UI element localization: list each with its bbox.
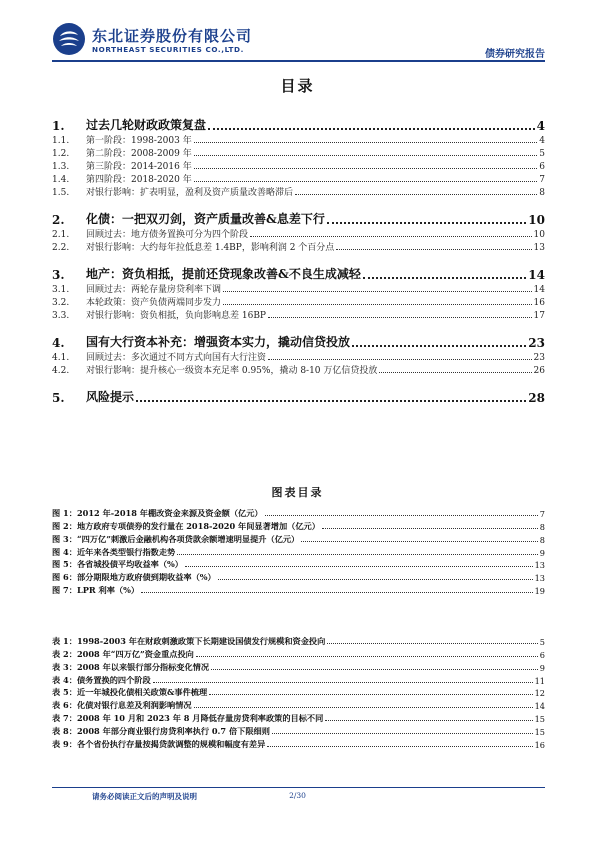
dot-leader — [301, 541, 538, 542]
dot-leader — [194, 181, 538, 182]
dot-leader — [325, 720, 532, 721]
toc-subsection-page: 8 — [539, 188, 545, 198]
toc-section-number: 1. — [52, 119, 65, 133]
table-title: 2008 年“四万亿”资金重点投向 — [76, 648, 194, 659]
toc-subsection-title: 回顾过去：多次通过不同方式向国有大行注资 — [86, 353, 267, 363]
dot-leader — [177, 554, 538, 555]
figure-page: 9 — [539, 547, 545, 558]
table-page: 16 — [534, 740, 545, 751]
toc-subsection-number: 1.3. — [52, 162, 70, 172]
dot-leader — [208, 128, 535, 130]
toc-subsection-entry[interactable] — [52, 240, 545, 253]
toc-subsection-number: 2.2. — [52, 243, 70, 253]
toc-subsection-entry[interactable] — [52, 159, 545, 172]
toc-section-page: 14 — [528, 268, 545, 282]
toc-section-title: 化债：一把双刃剑，资产质量改善&息差下行 — [86, 212, 325, 226]
toc-subsection-entry[interactable] — [52, 227, 545, 240]
footer-divider — [52, 787, 545, 788]
table-page: 11 — [534, 675, 545, 686]
table-title: 债务置换的四个阶段 — [76, 674, 151, 685]
table-title: 2008 年 10 月和 2023 年 8 月降低存量房贷利率政策的目标不同 — [76, 713, 324, 724]
northeast-securities-logo-icon — [52, 22, 86, 56]
dot-leader — [272, 733, 533, 734]
dot-leader — [327, 643, 538, 644]
table-entry[interactable] — [52, 711, 545, 724]
company-name-cn: 东北证券股份有限公司 — [92, 27, 253, 45]
table-title: 近一年城投化债相关政策&事件梳理 — [76, 687, 208, 698]
toc-subsection-entry[interactable] — [52, 363, 545, 376]
toc-subsection-title: 第三阶段：2014-2016 年 — [86, 162, 192, 172]
toc-section-title: 国有大行资本补充：增强资本实力，撬动信贷投放 — [86, 335, 351, 349]
toc-subsection-title: 对银行影响：资负相抵，负向影响息差 16BP — [86, 311, 266, 321]
toc-subsection-title: 回顾过去：地方债务置换可分为四个阶段 — [86, 230, 249, 240]
table-title: 1998-2003 年在财政刺激政策下长期建设国债发行规模和资金投向 — [76, 635, 326, 646]
toc-section-title: 过去几轮财政政策复盘 — [86, 118, 207, 132]
table-page: 15 — [534, 727, 545, 738]
figure-page: 7 — [539, 508, 545, 519]
footer-disclaimer: 请务必阅读正文后的声明及说明 — [92, 792, 197, 801]
figure-title: “四万亿”刺激后金融机构各项贷款余额增速明显提升（亿元） — [76, 533, 300, 544]
toc-subsection-number: 4.2. — [52, 366, 70, 376]
table-entry[interactable] — [52, 673, 545, 686]
table-page: 15 — [534, 714, 545, 725]
table-title: 化债对银行息差及利润影响情况 — [76, 700, 192, 711]
toc-subsection-page: 14 — [533, 285, 545, 295]
figure-title: 部分期限地方政府债到期收益率（%） — [76, 572, 216, 583]
header-divider — [52, 60, 545, 62]
toc-subsection-page: 26 — [533, 366, 545, 376]
table-entry[interactable] — [52, 686, 545, 699]
toc-subsection-title: 对银行影响：提升核心一级资本充足率 0.95%，撬动 8-10 万亿信贷投放 — [86, 366, 378, 376]
toc-subsection-number: 3.1. — [52, 285, 70, 295]
table-label: 表 5： — [52, 687, 77, 698]
toc-subsection-title: 第二阶段：2008-2009 年 — [86, 149, 192, 159]
table-label: 表 6： — [52, 700, 77, 711]
dot-leader — [295, 194, 537, 195]
dot-leader — [211, 669, 538, 670]
toc-section-number: 4. — [52, 336, 65, 350]
figure-page: 13 — [534, 560, 545, 571]
toc-subsection-title: 对银行影响：大约每年拉低息差 1.4BP，影响利润 2 个百分点 — [86, 243, 335, 253]
figure-entry[interactable] — [52, 558, 545, 571]
toc-section-title: 风险提示 — [86, 390, 135, 404]
table-page: 12 — [534, 688, 545, 699]
figure-page: 13 — [534, 573, 545, 584]
dot-leader — [223, 291, 532, 292]
figure-label: 图 5： — [52, 559, 77, 570]
figure-title: 2012 年-2018 年棚改资金来源及资金额（亿元） — [76, 507, 263, 518]
toc-subsection-number: 3.3. — [52, 311, 70, 321]
table-entry[interactable] — [52, 634, 545, 647]
figure-label: 图 7： — [52, 585, 77, 596]
dot-leader — [141, 592, 533, 593]
dot-leader — [250, 236, 532, 237]
toc-subsection-page: 7 — [539, 175, 545, 185]
dot-leader — [268, 359, 532, 360]
figure-entry[interactable] — [52, 532, 545, 545]
figure-page: 8 — [539, 521, 545, 532]
dot-leader — [265, 515, 538, 516]
toc-subsection-title: 第一阶段：1998-2003 年 — [86, 136, 192, 146]
toc-subsection-title: 本轮政策：资产负债两端同步发力 — [86, 298, 222, 308]
table-entry[interactable] — [52, 724, 545, 737]
figure-page: 19 — [534, 586, 545, 597]
figure-entry[interactable] — [52, 570, 545, 583]
toc-subsection-entry[interactable] — [52, 295, 545, 308]
toc-title: 目录 — [280, 77, 315, 95]
toc-section-page: 10 — [528, 213, 545, 227]
table-page: 14 — [534, 701, 545, 712]
figure-label: 图 3： — [52, 533, 77, 544]
dot-leader — [352, 345, 526, 347]
table-title: 2008 年以来银行部分指标变化情况 — [76, 661, 210, 672]
toc-subsection-number: 1.1. — [52, 136, 70, 146]
toc-section-title: 地产：资负相抵，提前还贷现象改善&不良生成减轻 — [86, 267, 361, 281]
toc-section-entry[interactable] — [52, 257, 545, 282]
dot-leader — [196, 656, 538, 657]
dot-leader — [327, 222, 526, 224]
toc-section-number: 2. — [52, 213, 65, 227]
toc-subsection-number: 1.4. — [52, 175, 70, 185]
toc-subsection-number: 2.1. — [52, 230, 70, 240]
table-label: 表 9： — [52, 739, 77, 750]
toc-subsection-entry[interactable] — [52, 282, 545, 295]
figure-page: 8 — [539, 534, 545, 545]
figure-entry[interactable] — [52, 583, 545, 596]
toc-section-page: 28 — [528, 391, 545, 405]
toc-section-entry[interactable] — [52, 380, 545, 405]
table-entry[interactable] — [52, 660, 545, 673]
figure-list — [52, 506, 545, 596]
table-title: 各个省份执行存量按揭贷款调整的规模和幅度有差异 — [76, 739, 266, 750]
toc-section-number: 5. — [52, 391, 65, 405]
page-header — [52, 18, 545, 58]
toc-section-page: 23 — [528, 336, 545, 350]
toc-subsection-page: 6 — [539, 162, 545, 172]
toc-subsection-entry[interactable] — [52, 146, 545, 159]
figure-label: 图 2： — [52, 520, 77, 531]
dot-leader — [267, 746, 532, 747]
table-list — [52, 634, 545, 750]
dot-leader — [153, 682, 533, 683]
table-page: 9 — [539, 662, 545, 673]
dot-leader — [223, 304, 532, 305]
figure-label: 图 6： — [52, 572, 77, 583]
figure-label: 图 4： — [52, 546, 77, 557]
dot-leader — [268, 317, 532, 318]
dot-leader — [363, 277, 526, 279]
toc-subsection-title: 对银行影响：扩表明显，盈利及资产质量改善略滞后 — [86, 188, 294, 198]
toc-subsection-page: 16 — [533, 298, 545, 308]
figure-label: 图 1： — [52, 507, 77, 518]
company-name-en: NORTHEAST SECURITIES CO.,LTD. — [92, 45, 244, 54]
dot-leader — [194, 707, 533, 708]
toc-subsection-entry[interactable] — [52, 133, 545, 146]
dot-leader — [136, 400, 526, 402]
table-label: 表 1： — [52, 635, 77, 646]
figure-title: 近年来各类型银行指数走势 — [76, 546, 176, 557]
toc-section-number: 3. — [52, 268, 65, 282]
toc-subsection-number: 1.5. — [52, 188, 70, 198]
figure-title: LPR 利率（%） — [76, 585, 140, 596]
figure-entry[interactable] — [52, 545, 545, 558]
toc-subsection-page: 4 — [539, 136, 545, 146]
dot-leader — [322, 528, 538, 529]
dot-leader — [185, 566, 533, 567]
figures-toc-title: 图表目录 — [271, 486, 324, 499]
dot-leader — [194, 155, 538, 156]
figure-entry[interactable] — [52, 519, 545, 532]
toc-subsection-page: 17 — [533, 311, 545, 321]
dot-leader — [209, 694, 532, 695]
table-label: 表 4： — [52, 674, 77, 685]
figure-title: 地方政府专项债券的发行量在 2018-2020 年间显著增加（亿元） — [76, 520, 320, 531]
toc-section-entry[interactable] — [52, 108, 545, 133]
dot-leader — [218, 579, 533, 580]
toc-subsection-page: 13 — [533, 243, 545, 253]
toc-section-page: 4 — [536, 119, 545, 133]
toc-subsection-number: 3.2. — [52, 298, 70, 308]
toc-subsection-page: 5 — [539, 149, 545, 159]
toc-section-entry[interactable] — [52, 202, 545, 227]
toc-section-entry[interactable] — [52, 325, 545, 350]
table-title: 2008 年部分商业银行房贷利率执行 0.7 倍下限细则 — [76, 726, 270, 737]
table-page: 6 — [539, 649, 545, 660]
table-label: 表 8： — [52, 726, 77, 737]
toc-subsection-number: 1.2. — [52, 149, 70, 159]
table-label: 表 7： — [52, 713, 77, 724]
toc-subsection-entry[interactable] — [52, 308, 545, 321]
figure-title: 各省城投债平均收益率（%） — [76, 559, 183, 570]
table-entry[interactable] — [52, 737, 545, 750]
toc-subsection-page: 23 — [533, 353, 545, 363]
table-page: 5 — [539, 636, 545, 647]
toc-subsection-number: 4.1. — [52, 353, 70, 363]
table-label: 表 2： — [52, 648, 77, 659]
toc-subsection-page: 10 — [533, 230, 545, 240]
figure-entry[interactable] — [52, 506, 545, 519]
table-entry[interactable] — [52, 698, 545, 711]
dot-leader — [194, 168, 538, 169]
toc-subsection-entry[interactable] — [52, 185, 545, 198]
dot-leader — [194, 142, 538, 143]
table-of-contents — [52, 104, 545, 405]
page-number: 2/30 — [289, 791, 306, 800]
toc-subsection-entry[interactable] — [52, 172, 545, 185]
dot-leader — [379, 372, 531, 373]
table-entry[interactable] — [52, 647, 545, 660]
toc-subsection-title: 第四阶段：2018-2020 年 — [86, 175, 192, 185]
table-label: 表 3： — [52, 661, 77, 672]
report-type: 债券研究报告 — [485, 49, 545, 60]
toc-subsection-title: 回顾过去：两轮存量房贷利率下调 — [86, 285, 222, 295]
dot-leader — [336, 249, 531, 250]
toc-subsection-entry[interactable] — [52, 350, 545, 363]
